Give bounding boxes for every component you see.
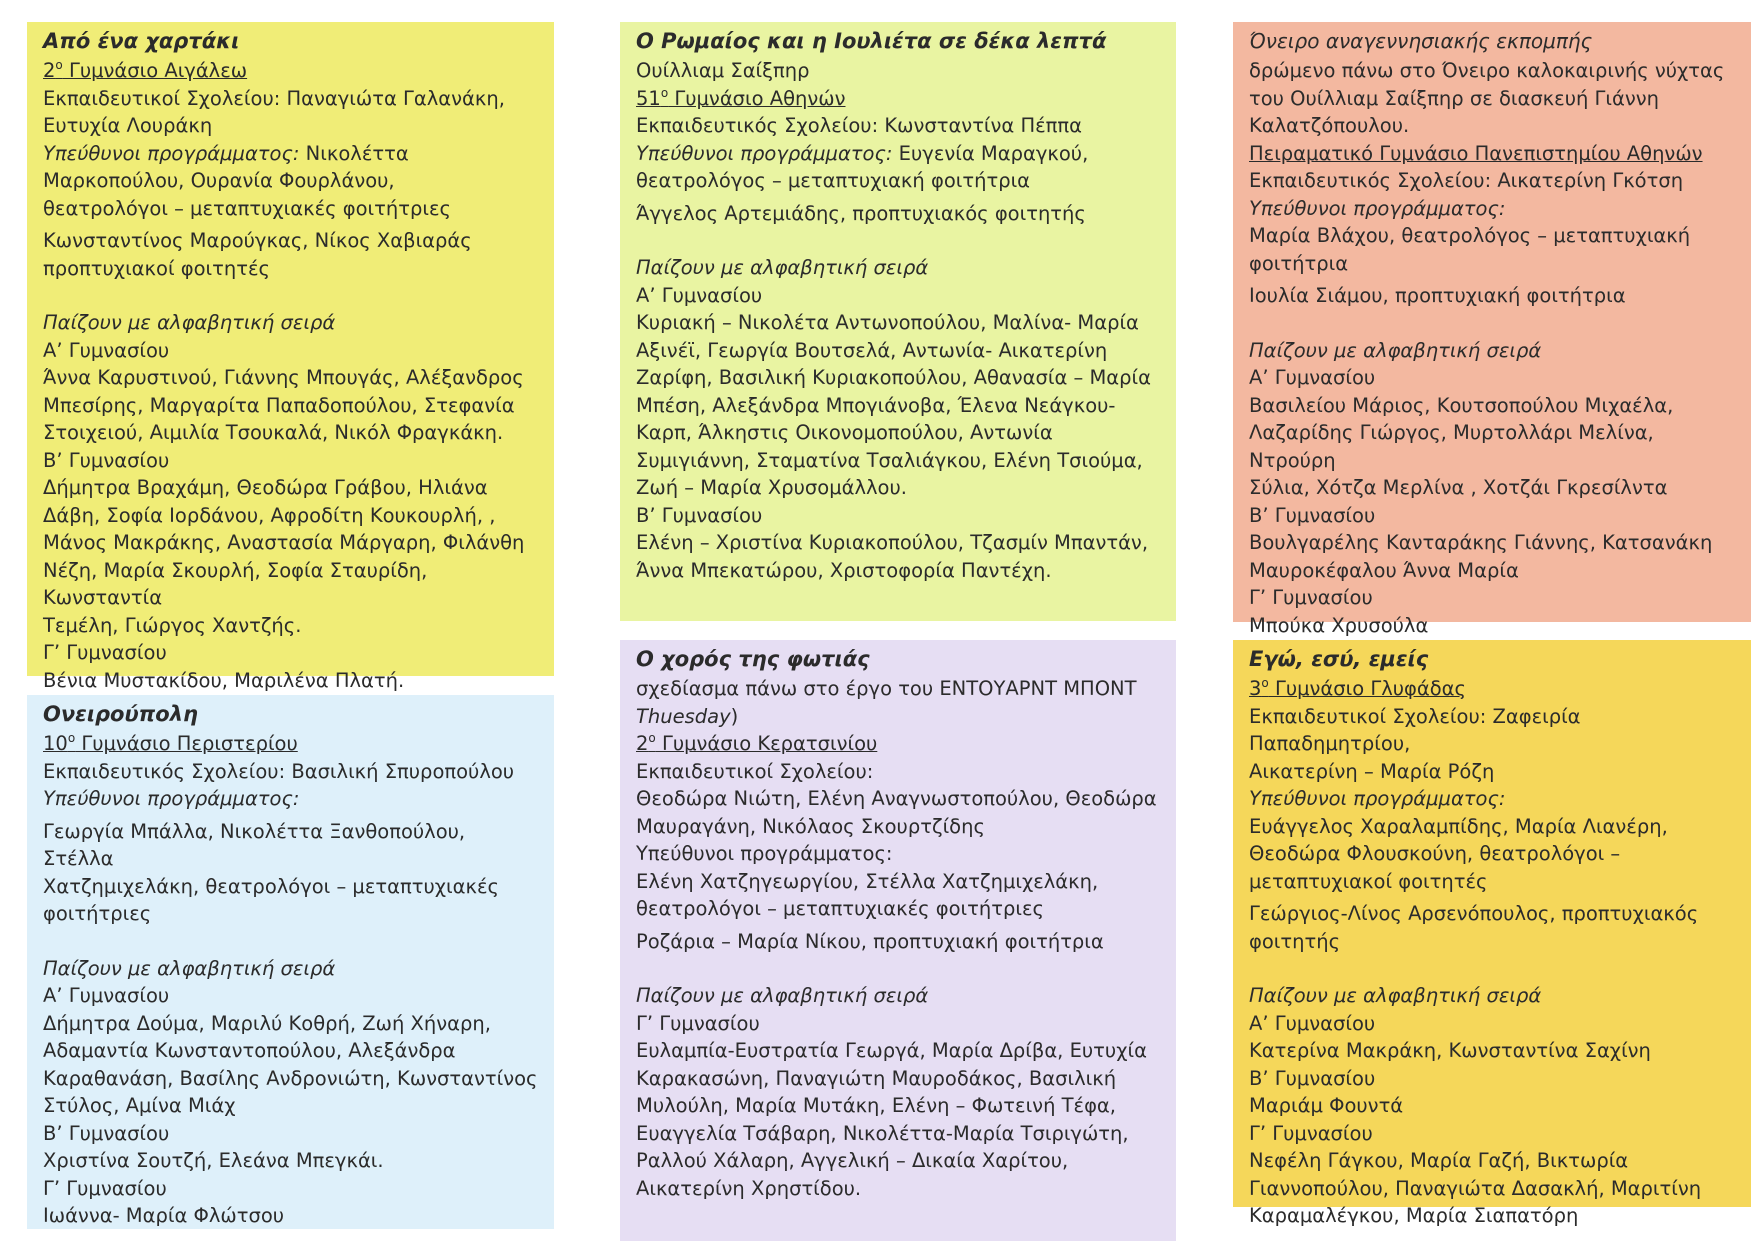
grade-label: Α’ Γυμνασίου bbox=[1249, 366, 1376, 389]
play-card-ego-esy-emeis bbox=[1233, 640, 1751, 1227]
grade-label: Β’ Γυμνασίου bbox=[1249, 1066, 1376, 1090]
responsible-label: Υπεύθυνοι προγράμματος: bbox=[1249, 787, 1506, 810]
cast-line: Κυριακή – Νικολέτα Αντωνοπούλου, Μαλίνα- Μαρία bbox=[636, 311, 1139, 334]
responsible-line: Ελένη Χατζηγεωργίου, Στέλλα Χατζημιχελάκη, bbox=[636, 869, 1099, 893]
cast-line: Νεφέλη Γάγκου, Μαρία Γαζή, Βικτωρία bbox=[1249, 1149, 1629, 1172]
cast-label: Παίζουν με αλφαβητική σειρά bbox=[43, 956, 336, 980]
cast-line: Ελένη – Χριστίνα Κυριακοπούλου, Τζασμίν Μπαντάν, bbox=[636, 531, 1149, 554]
cast-line: Καραμαλέγκου, Μαρία Σιαπατόρη bbox=[1249, 1204, 1579, 1227]
cast-line: Σύλια, Χότζα Μερλίνα , Χοτζάι Γκρεσίλντα bbox=[1249, 476, 1668, 499]
cast-line: Καραθανάση, Βασίλης Ανδρονιώτη, Κωνσταντίνος bbox=[43, 1066, 538, 1090]
undergrad-line: Κωνσταντίνος Μαρούγκας, Νίκος Χαβιαράς bbox=[43, 229, 472, 252]
school-name: $2^o$ Γυμνάσιο Κερατσινίου bbox=[636, 731, 878, 755]
grade-label: Β’ Γυμνασίου bbox=[636, 503, 763, 527]
responsible-line: θεατρολόγοι – μεταπτυχιακές φοιτήτριες bbox=[636, 897, 1044, 920]
cast-label: Παίζουν με αλφαβητική σειρά bbox=[636, 984, 929, 1007]
cast-line: Μυλούλη, Μαρία Μυτάκη, Ελένη – Φωτεινή Τέφα, bbox=[636, 1094, 1116, 1117]
responsible-line: Υπεύθυνοι προγράμματος: Ευγενία Μαραγκού, bbox=[636, 141, 1089, 165]
play-card-apo-ena-hartaki bbox=[27, 22, 554, 692]
undergrad-line: Ιουλία Σιάμου, προπτυχιακή φοιτήτρια bbox=[1249, 284, 1626, 307]
cast-line: Δήμητρα Δούμα, Μαριλύ Κοθρή, Ζωή Χήναρη, bbox=[43, 1011, 491, 1035]
cast-line: Καρακασώνη, Παναγιώτη Μαυροδάκος, Βασιλική bbox=[636, 1066, 1117, 1090]
responsible-line: Υπεύθυνοι προγράμματος: Νικολέττα bbox=[43, 141, 409, 165]
play-description: του Ουίλλιαμ Σαίξπηρ σε διασκευή Γιάννη bbox=[1249, 86, 1660, 110]
cast-line: Τεμέλη, Γιώργος Χαντζής. bbox=[43, 613, 302, 637]
responsible-label: Υπεύθυνοι προγράμματος: bbox=[43, 787, 300, 810]
play-title: Ο Ρωμαίος και η Ιουλιέτα σε δέκα λεπτά bbox=[636, 29, 1107, 53]
cast-line: Βουλγαρέλης Κανταράκης Γιάννης, Κατσανάκη bbox=[1249, 531, 1713, 554]
cast-line: Μπεσίρης, Μαργαρίτα Παπαδοπούλου, Στεφανία bbox=[43, 393, 515, 417]
play-title: Ο χορός της φωτιάς bbox=[636, 647, 870, 671]
grade-label: Γ’ Γυμνασίου bbox=[636, 1011, 760, 1035]
grade-label: Α’ Γυμνασίου bbox=[1249, 1011, 1376, 1035]
undergrad-line: Γεώργιος-Λίνος Αρσενόπουλος, προπτυχιακός bbox=[1249, 902, 1699, 925]
cast-line: Ραλλού Χάλαρη, Αγγελική – Δικαία Χαρίτου, bbox=[636, 1149, 1069, 1172]
responsible-line: φοιτήτριες bbox=[43, 902, 152, 925]
play-title: Όνειρο αναγεννησιακής εκπομπής bbox=[1249, 29, 1593, 53]
cast-line: Γιαννοπούλου, Παναγιώτα Δασακλή, Μαριτίνη bbox=[1249, 1176, 1702, 1200]
cast-line: Δάβη, Σοφία Ιορδάνου, Αφροδίτη Κουκουρλή, , bbox=[43, 503, 496, 527]
play-card-romeo-juliet bbox=[620, 22, 1176, 621]
cast-line: Μάνος Μακράκης, Αναστασία Μάργαρη, Φιλάνθη bbox=[43, 531, 525, 554]
undergrad-line: Ροζάρια – Μαρία Νίκου, προπτυχιακή φοιτήτρια bbox=[636, 929, 1104, 953]
responsible-line: φοιτήτρια bbox=[1249, 251, 1349, 275]
cast-line: Βένια Μυστακίδου, Μαριλένα Πλατή. bbox=[43, 668, 405, 692]
teachers-line: Εκπαιδευτικοί Σχολείου: Παναγιώτα Γαλανάκη, bbox=[43, 86, 505, 110]
school-name: $3^o$ Γυμνάσιο Γλυφάδας bbox=[1249, 676, 1466, 700]
grade-label: Γ’ Γυμνασίου bbox=[1249, 1121, 1373, 1145]
cast-line: Άννα Καρυστινού, Γιάννης Μπουγάς, Αλέξανδρος bbox=[43, 366, 524, 389]
play-card-horos-tis-fotias bbox=[620, 640, 1176, 1241]
cast-line: Μπούκα Χρυσούλα bbox=[1249, 613, 1429, 637]
responsible-line: θεατρολόγοι – μεταπτυχιακές φοιτήτριες bbox=[43, 196, 451, 220]
grade-label: Α’ Γυμνασίου bbox=[43, 338, 170, 362]
grade-label: Γ’ Γυμνασίου bbox=[43, 641, 167, 664]
teachers-line: Ευτυχία Λουράκη bbox=[43, 114, 213, 137]
teachers-line: Εκπαιδευτικοί Σχολείου: Ζαφειρία Παπαδημητρίου, bbox=[1249, 704, 1581, 755]
responsible-label: Υπεύθυνοι προγράμματος: bbox=[636, 842, 893, 865]
play-card-oneiro-anagennisiakis bbox=[1233, 22, 1751, 637]
cast-line: Μπέση, Αλεξάνδρα Μπογιάνοβα, Έλενα Νεάγκου- bbox=[636, 393, 1116, 417]
responsible-line: Χατζημιχελάκη, θεατρολόγοι – μεταπτυχιακές bbox=[43, 874, 499, 898]
cast-label: Παίζουν με αλφαβητική σειρά bbox=[1249, 984, 1542, 1007]
play-author: Ουίλλιαμ Σαίξπηρ bbox=[636, 59, 810, 82]
play-description: Thuesday) bbox=[636, 704, 739, 728]
cast-label: Παίζουν με αλφαβητική σειρά bbox=[636, 256, 929, 279]
cast-line: Στύλος, Αμίνα Μιάχ bbox=[43, 1094, 236, 1117]
cast-line: Αδαμαντία Κωνσταντοπούλου, Αλεξάνδρα bbox=[43, 1039, 456, 1062]
responsible-line: μεταπτυχιακοί φοιτητές bbox=[1249, 869, 1488, 893]
cast-label: Παίζουν με αλφαβητική σειρά bbox=[43, 311, 336, 334]
cast-line: Κατερίνα Μακράκη, Κωνσταντίνα Σαχίνη bbox=[1249, 1039, 1651, 1062]
responsible-line: Μαρία Βλάχου, θεατρολόγος – μεταπτυχιακή bbox=[1249, 224, 1691, 247]
grade-label: Α’ Γυμνασίου bbox=[636, 283, 763, 307]
cast-line: Ιωάννα- Μαρία Φλώτσου bbox=[43, 1204, 285, 1227]
teachers-line: Μαυραγάνη, Νικόλαος Σκουρτζίδης bbox=[636, 814, 985, 838]
play-title: Από ένα χαρτάκι bbox=[43, 29, 240, 53]
cast-line: Συμιγιάννη, Σταματίνα Τσαλιάγκου, Ελένη Τσιούμα, bbox=[636, 448, 1143, 472]
undergrad-line: Άγγελος Αρτεμιάδης, προπτυχιακός φοιτητής bbox=[636, 201, 1086, 225]
responsible-line: Μαρκοπούλου, Ουρανία Φουρλάνου, bbox=[43, 169, 395, 192]
responsible-line: Γεωργία Μπάλλα, Νικολέττα Ξανθοπούλου, Στέλλα bbox=[43, 819, 466, 870]
responsible-line: Ευάγγελος Χαραλαμπίδης, Μαρία Λιανέρη, bbox=[1249, 814, 1668, 838]
play-description: Καλατζόπουλου. bbox=[1249, 114, 1410, 137]
play-description: σχεδίασμα πάνω στο έργο του ΕΝΤΟΥΑΡΝΤ ΜΠΟΝΤ bbox=[636, 677, 1137, 700]
school-name: $10^o$ Γυμνάσιο Περιστερίου bbox=[43, 731, 298, 755]
cast-line: Αικατερίνη Χρηστίδου. bbox=[636, 1176, 862, 1200]
cast-line: Ζαρίφη, Βασιλική Κυριακοπούλου, Αθανασία – Μαρία bbox=[636, 366, 1151, 389]
teachers-line: Εκπαιδευτικός Σχολείου: Βασιλική Σπυροπούλου bbox=[43, 759, 515, 783]
teachers-line: Εκπαιδευτικός Σχολείου: Κωνσταντίνα Πέππα bbox=[636, 114, 1083, 137]
cast-line: Άννα Μπεκατώρου, Χριστοφορία Παντέχη. bbox=[636, 558, 1052, 582]
responsible-line: Θεοδώρα Φλουσκούνη, θεατρολόγοι – bbox=[1249, 842, 1621, 865]
teachers-line: Θεοδώρα Νιώτη, Ελένη Αναγνωστοπούλου, Θεοδώρα bbox=[636, 787, 1157, 810]
school-name: $51^o$ Γυμνάσιο Αθηνών bbox=[636, 85, 846, 110]
school-name: $2^o$ Γυμνάσιο Αιγάλεω bbox=[43, 58, 248, 82]
grade-label: Β’ Γυμνασίου bbox=[43, 448, 170, 472]
grade-label: Α’ Γυμνασίου bbox=[43, 984, 170, 1007]
responsible-label: Υπεύθυνοι προγράμματος: bbox=[1249, 196, 1506, 220]
undergrad-line: φοιτητής bbox=[1249, 929, 1341, 953]
cast-line: Δήμητρα Βραχάμη, Θεοδώρα Γράβου, Ηλιάνα bbox=[43, 476, 488, 499]
cast-line: Βασιλείου Μάριος, Κουτσοπούλου Μιχαέλα, bbox=[1249, 393, 1674, 417]
play-card-oneiroupoli bbox=[27, 695, 554, 1229]
cast-line: Καρπ, Άλκηστις Οικονομοπούλου, Αντωνία bbox=[636, 421, 1053, 444]
cast-line: Στοιχειού, Αιμιλία Τσουκαλά, Νικόλ Φραγκάκη. bbox=[43, 421, 504, 444]
school-name: Πειραματικό Γυμνάσιο Πανεπιστημίου Αθηνών bbox=[1249, 141, 1703, 165]
cast-line: Ζωή – Μαρία Χρυσομάλλου. bbox=[636, 476, 907, 499]
undergrad-line: προπτυχιακοί φοιτητές bbox=[43, 256, 270, 280]
grade-label: Β’ Γυμνασίου bbox=[43, 1121, 170, 1145]
cast-line: Ευαγγελία Τσάβαρη, Νικολέττα-Μαρία Τσιριγώτη, bbox=[636, 1121, 1129, 1145]
cast-line: Μαυροκέφαλου Άννα Μαρία bbox=[1249, 558, 1519, 582]
grade-label: Γ’ Γυμνασίου bbox=[43, 1176, 167, 1200]
cast-line: Λαζαρίδης Γιώργος, Μυρτολλάρι Μελίνα, Ντρούρη bbox=[1249, 421, 1654, 472]
grade-label: Γ’ Γυμνασίου bbox=[1249, 586, 1373, 609]
cast-label: Παίζουν με αλφαβητική σειρά bbox=[1249, 338, 1542, 362]
teachers-line: Αικατερίνη – Μαρία Ρόζη bbox=[1249, 759, 1495, 783]
teachers-line: Εκπαιδευτικός Σχολείου: Αικατερίνη Γκότση bbox=[1249, 169, 1684, 192]
teachers-label: Εκπαιδευτικοί Σχολείου: bbox=[636, 759, 874, 783]
play-title: Ονειρούπολη bbox=[43, 702, 198, 726]
grade-label: Β’ Γυμνασίου bbox=[1249, 503, 1376, 527]
cast-line: Μαριάμ Φουντά bbox=[1249, 1094, 1404, 1117]
cast-line: Αξινέϊ, Γεωργία Βουτσελά, Αντωνία- Αικατερίνη bbox=[636, 338, 1108, 362]
cast-line: Ευλαμπία-Ευστρατία Γεωργά, Μαρία Δρίβα, Ευτυχία bbox=[636, 1039, 1147, 1062]
play-description: δρώμενο πάνω στο Όνειρο καλοκαιρινής νύχτας bbox=[1249, 59, 1725, 82]
play-title: Εγώ, εσύ, εμείς bbox=[1249, 647, 1429, 671]
cast-line: Νέζη, Μαρία Σκουρλή, Σοφία Σταυρίδη, Κωνσταντία bbox=[43, 558, 428, 609]
responsible-line: θεατρολόγος – μεταπτυχιακή φοιτήτρια bbox=[636, 169, 1031, 192]
cast-line: Χριστίνα Σουτζή, Ελεάνα Μπεγκάι. bbox=[43, 1149, 384, 1172]
